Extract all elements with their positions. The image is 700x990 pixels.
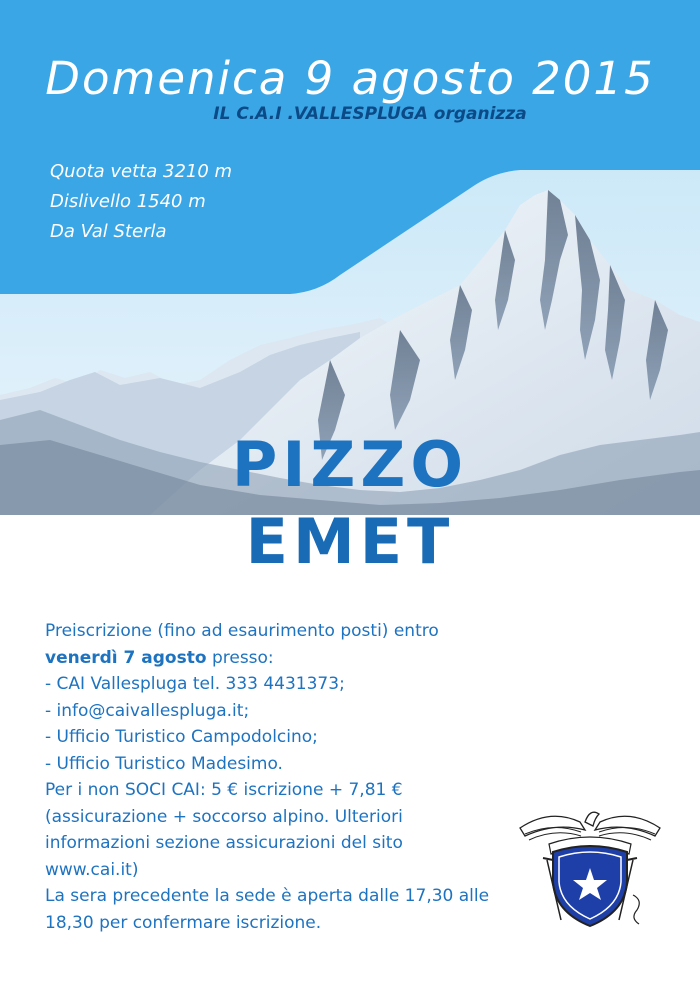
contact-item: - info@caivallespluga.it;	[45, 700, 250, 721]
evening-line: 18,30 per confermare iscrizione.	[45, 912, 322, 933]
fee-line: informazioni sezione assicurazioni del sito	[45, 833, 403, 853]
deadline-line	[45, 645, 515, 672]
summit-info	[50, 157, 232, 247]
fee-line: Per i non SOCI CAI: 5 € iscrizione + 7,81 €	[45, 780, 403, 800]
summit-altitude: Quota vetta 3210 m	[50, 161, 233, 182]
deadline-date: venerdì 7 agosto	[45, 647, 207, 668]
contact-item: - Ufficio Turistico Madesimo.	[45, 753, 283, 774]
deadline-rest: presso:	[206, 647, 274, 668]
fee-line: (assicurazione + soccorso alpino. Ulteriori	[45, 806, 403, 827]
starting-point: Da Val Sterla	[50, 221, 167, 242]
evening-line: La sera precedente la sede è aperta dalle 17,30 alle	[45, 886, 490, 906]
intro-text: Preiscrizione (fino ad esaurimento posti) entro	[45, 621, 439, 641]
organizer-line: IL C.A.I .VALLESPLUGA organizza	[213, 104, 527, 124]
contact-item: - Ufficio Turistico Campodolcino;	[45, 727, 318, 747]
contact-item: - CAI Vallespluga tel. 333 4431373;	[45, 674, 345, 694]
registration-details	[45, 618, 515, 936]
title-line-2: EMET	[245, 505, 455, 578]
event-date: Domenica 9 agosto 2015	[45, 52, 655, 106]
elevation-gain: Dislivello 1540 m	[50, 191, 206, 212]
cai-eagle-shield-icon	[515, 800, 665, 930]
fee-line: www.cai.it)	[45, 859, 139, 880]
title-line-1: PIZZO	[231, 428, 469, 501]
